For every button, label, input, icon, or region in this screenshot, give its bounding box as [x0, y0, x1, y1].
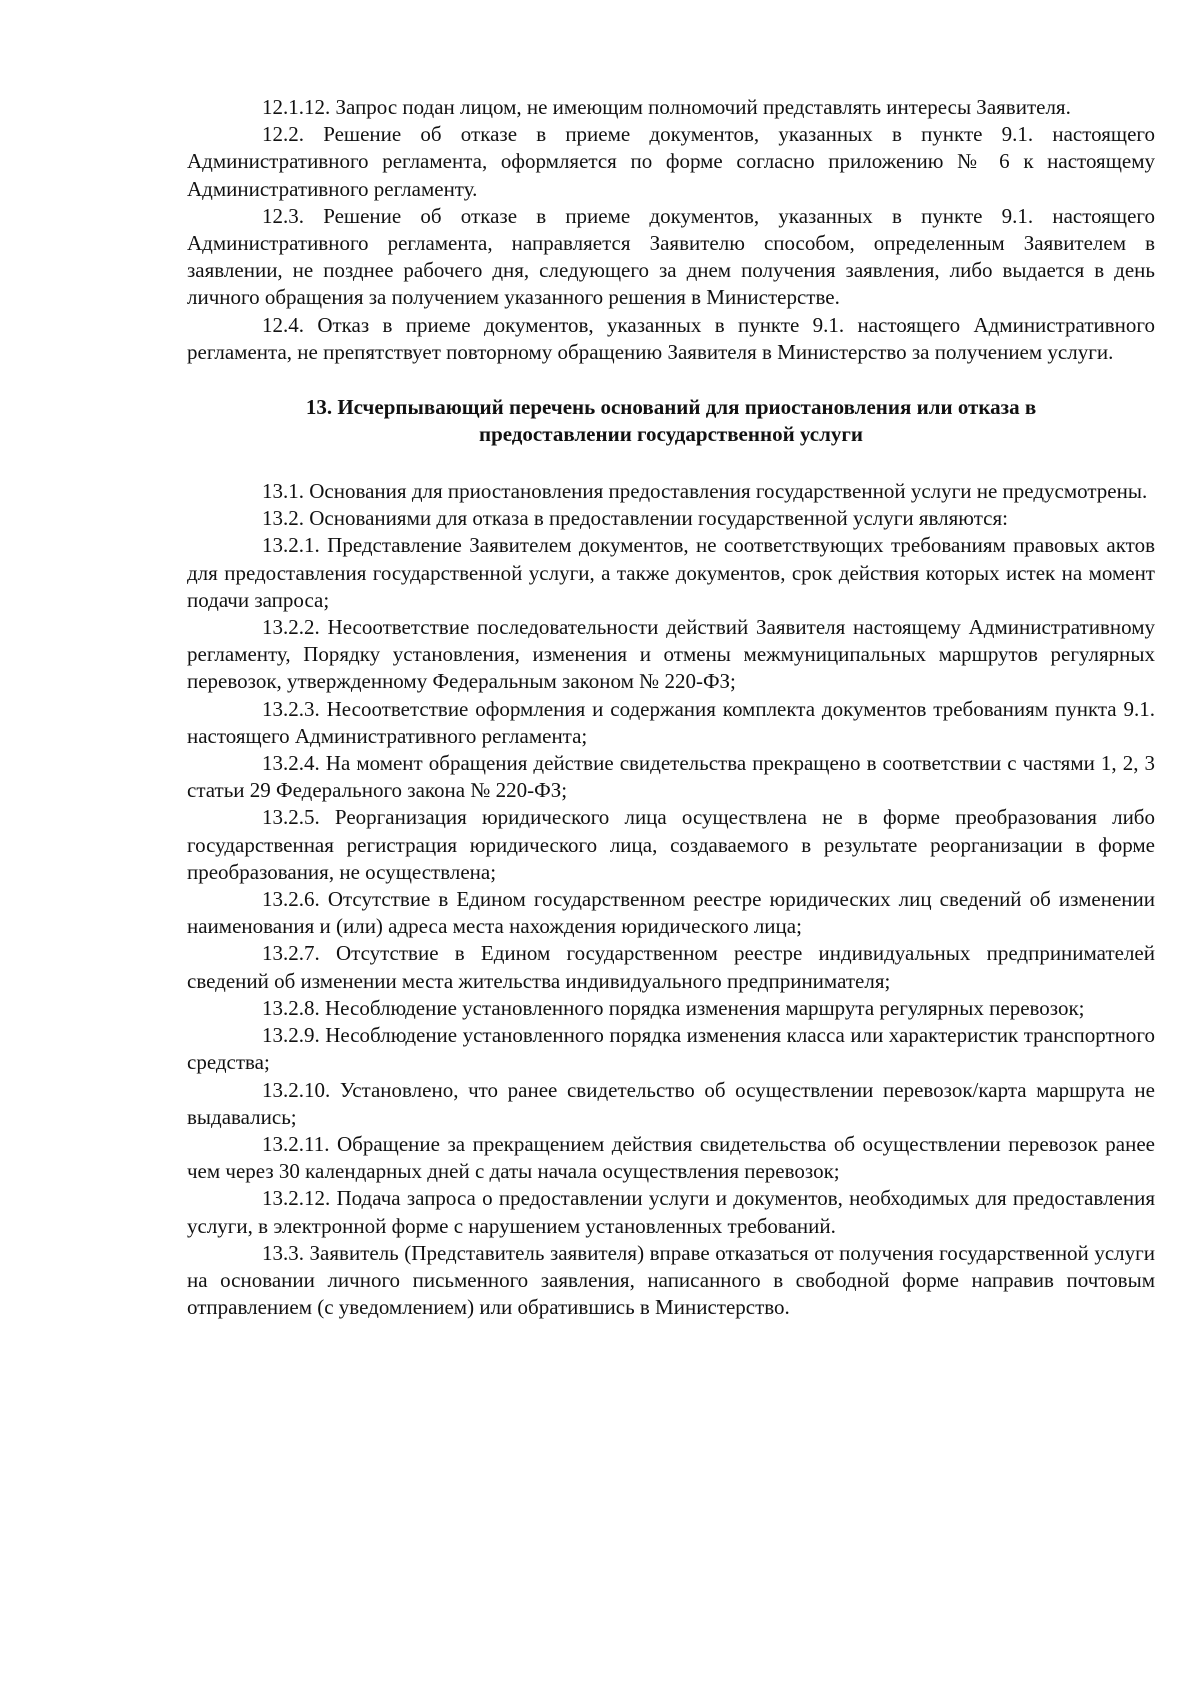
document-paragraph: 13.1. Основания для приостановления предоставления государственной услуги не предусмотрены. [262, 479, 1148, 504]
document-paragraph: 13.2.4. На момент обращения действие свидетельства прекращено в соответствии с частями 1, 2, 3 статьи 29 Федерального закона № 220-ФЗ; [187, 751, 1155, 803]
document-paragraph: 13.2. Основаниями для отказа в предоставлении государственной услуги являются: [262, 506, 1008, 531]
document-paragraph: 13.2.10. Установлено, что ранее свидетельство об осуществлении перевозок/карта маршрута не выдавались; [187, 1077, 1155, 1129]
document-paragraph: 13.2.3. Несоответствие оформления и содержания комплекта документов требованиям пункта 9.1. настоящего Административного регламента; [187, 696, 1155, 748]
document-paragraph: 13.2.5. Реорганизация юридического лица осуществлена не в форме преобразования либо государственная регистрация юридического лица, создаваемого в результате реорганизации в форме преобразования, не осуществлена; [187, 805, 1155, 884]
document-paragraph: 13.2.1. Представление Заявителем документов, не соответствующих требованиям правовых актов для предоставления государственной услуги, а также документов, срок действия которых истек на момент подачи запроса; [187, 533, 1155, 612]
document-paragraph: 13.2.6. Отсутствие в Едином государственном реестре юридических лиц сведений об изменении наименования и (или) адреса места нахождения юридического лица; [187, 887, 1155, 939]
document-page [187, 94, 1155, 1321]
paragraphs-after-section [187, 478, 1155, 1321]
document-paragraph: 12.2. Решение об отказе в приеме документов, указанных в пункте 9.1. настоящего Административного регламента, оформляется по форме согласно приложению № 6 к настоящему Административного регламенту. [187, 122, 1155, 201]
document-paragraph: 13.2.8. Несоблюдение установленного порядка изменения маршрута регулярных перевозок; [262, 995, 1085, 1020]
document-paragraph: 12.1.12. Запрос подан лицом, не имеющим полномочий представлять интересы Заявителя. [262, 95, 1071, 119]
document-paragraph: 12.4. Отказ в приеме документов, указанных в пункте 9.1. настоящего Административного регламента, не препятствует повторному обращению Заявителя в Министерство за получением услуги. [187, 312, 1155, 364]
section-heading: 13. Исчерпывающий перечень оснований для приостановления или отказа в предоставлении государственной услуги [305, 395, 1037, 447]
document-paragraph: 13.2.12. Подача запроса о предоставлении услуги и документов, необходимых для предоставления услуги, в электронной форме с нарушением установленных требований. [187, 1186, 1155, 1238]
paragraphs-before-section [187, 94, 1155, 366]
document-paragraph: 13.2.7. Отсутствие в Едином государственном реестре индивидуальных предпринимателей сведений об изменении места жительства индивидуального предпринимателя; [187, 941, 1155, 993]
document-paragraph: 13.3. Заявитель (Представитель заявителя) вправе отказаться от получения государственной услуги на основании личного письменного заявления, написанного в свободной форме направив почтовым отправлением (с уведомлением) или обратившись в Министерство. [187, 1240, 1155, 1320]
document-paragraph: 12.3. Решение об отказе в приеме документов, указанных в пункте 9.1. настоящего Административного регламента, направляется Заявителю способом, определенным Заявителем в заявлении, не позднее рабочего дня, следующего за днем получения заявления, либо выдается в день личного обращения за получением указанного решения в Министерстве. [187, 203, 1155, 310]
spacer [187, 366, 1155, 394]
document-paragraph: 13.2.9. Несоблюдение установленного порядка изменения класса или характеристик транспортного средства; [187, 1023, 1155, 1075]
document-paragraph: 13.2.11. Обращение за прекращением действия свидетельства об осуществлении перевозок ранее чем через 30 календарных дней с даты начала осуществления перевозок; [187, 1131, 1155, 1184]
document-paragraph: 13.2.2. Несоответствие последовательности действий Заявителя настоящему Административному регламенту, Порядку установления, изменения и отмены межмуниципальных маршрутов регулярных перевозок, утвержденному Федеральным законом № 220-ФЗ; [187, 615, 1155, 694]
spacer [187, 448, 1155, 478]
